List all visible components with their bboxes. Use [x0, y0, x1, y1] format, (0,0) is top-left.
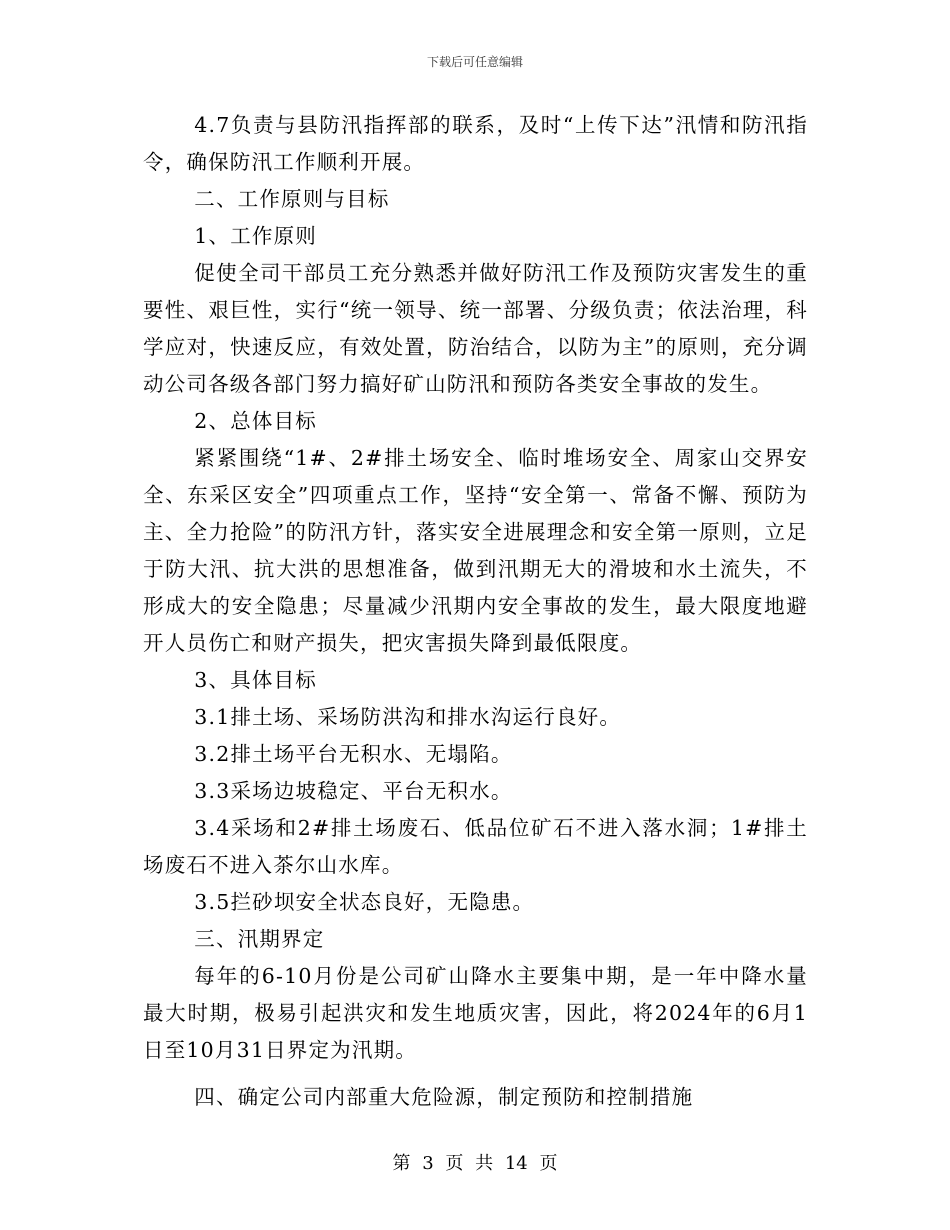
- document-body: [143, 107, 808, 1116]
- page-number: 第 3 页 共 14 页: [392, 1153, 558, 1174]
- goal-3-3: 3.3采场边坡稳定、平台无积水。: [194, 779, 513, 803]
- subheading-specific-goals: 3、具体目标: [194, 668, 317, 692]
- paragraph-flood-season: 每年的6-10月份是公司矿山降水主要集中期，是一年中降水量最大时期，极易引起洪灾和发生地质灾害，因此，将2024年的6月1日至10月31日界定为汛期。: [143, 964, 808, 1062]
- section-heading-flood-season: 三、汛期界定: [194, 927, 325, 951]
- goal-3-4: 3.4采场和2#排土场废石、低品位矿石不进入落水洞；1#排土场废石不进入茶尔山水库。: [143, 816, 808, 877]
- paragraph-overall-goal: 紧紧围绕“1#、2#排土场安全、临时堆场安全、周家山交界安全、东采区安全”四项重点工作，坚持“安全第一、常备不懈、预防为主、全力抢险”的防汛方针，落实安全进展理念和安全第一原则，立足于防大汛、抗大洪的思想准备，做到汛期无大的滑坡和水土流失，不形成大的安全隐患；尽量减少汛期内安全事故的发生，最大限度地避开人员伤亡和财产损失，把灾害损失降到最低限度。: [143, 446, 808, 655]
- subheading-overall-goal: 2、总体目标: [194, 409, 317, 433]
- goal-3-1: 3.1排土场、采场防洪沟和排水沟运行良好。: [194, 705, 622, 729]
- paragraph-4-7: 4.7负责与县防汛指挥部的联系，及时“上传下达”汛情和防汛指令，确保防汛工作顺利开展。: [143, 113, 808, 174]
- goal-3-2: 3.2排土场平台无积水、无塌陷。: [194, 742, 513, 766]
- section-heading-principles-goals: 二、工作原则与目标: [194, 187, 390, 211]
- paragraph-principles: 促使全司干部员工充分熟悉并做好防汛工作及预防灾害发生的重要性、艰巨性，实行“统一领导、统一部署、分级负责；依法治理，科学应对，快速反应，有效处置，防治结合，以防为主”的原则，充分调动公司各级各部门努力搞好矿山防汛和预防各类安全事故的发生。: [143, 261, 808, 396]
- section-heading-hazard-sources: 四、确定公司内部重大危险源，制定预防和控制措施: [194, 1085, 694, 1109]
- goal-3-5: 3.5拦砂坝安全状态良好，无隐患。: [194, 890, 535, 914]
- subheading-work-principles: 1、工作原则: [194, 224, 317, 248]
- header-note: 下载后可任意编辑: [426, 55, 523, 69]
